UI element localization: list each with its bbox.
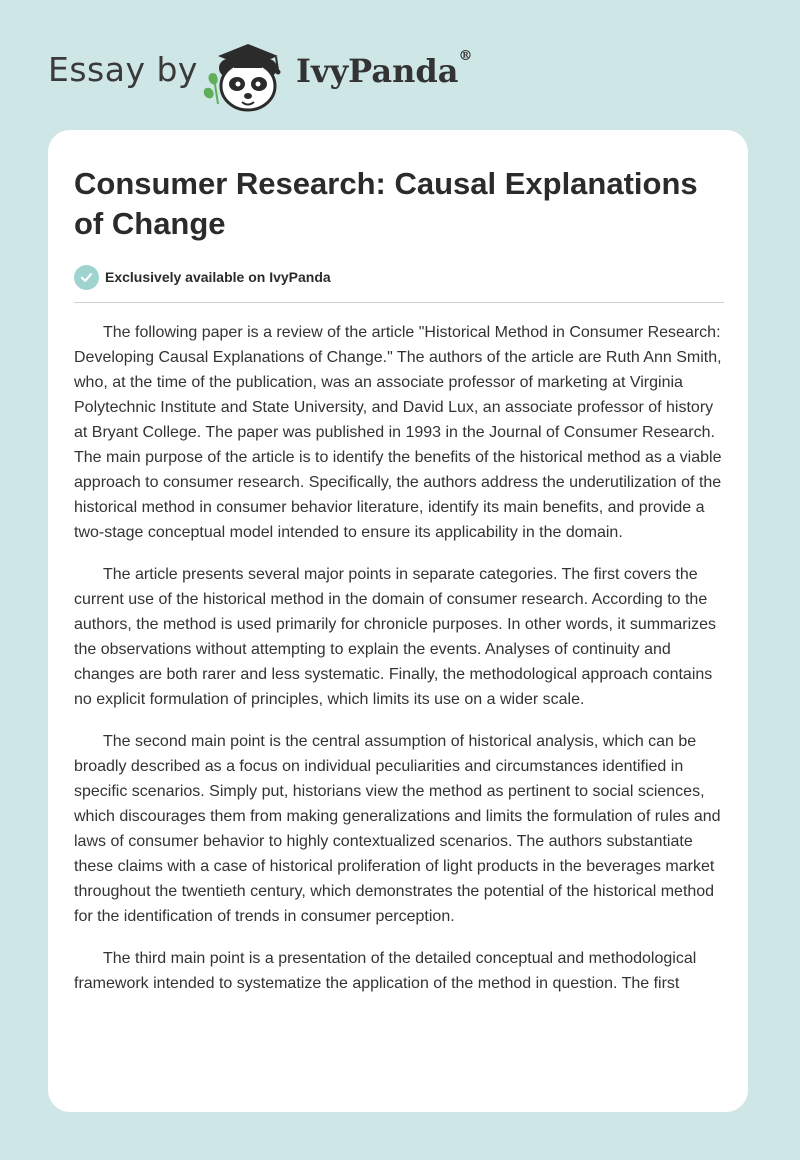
paragraph: The article presents several major points in separate categories. The first covers the current use of the historical method in the domain of consumer research. According to the authors, the method is used primarily for chronicle purposes. In other words, it summarizes the observations without attempting to explain the events. Analyses of continuity and changes are both rarer and less systematic. Finally, the methodological approach contains no explicit formulation of principles, which limits its use on a wider scale.	[74, 566, 717, 708]
divider	[74, 302, 724, 303]
paragraph: The third main point is a presentation of the detailed conceptual and methodological framework intended to systematize the application of the method in question. The first	[74, 950, 697, 992]
exclusive-label: Exclusively available on IvyPanda	[105, 269, 331, 285]
paragraph: The second main point is the central assumption of historical analysis, which can be broadly described as a focus on individual peculiarities and circumstances identified in specific scenarios. Simply put, historians view the method as pertinent to social sciences, which discourages them from making generalizations and limits the formulation of rules and laws of consumer behavior to highly contextualized scenarios. The authors substantiate these claims with a case of historical proliferation of light products in the beverages market throughout the twentieth century, which demonstrates the potential of the historical method for the identification of trends in consumer perception.	[74, 733, 721, 925]
registered-mark: ®	[458, 48, 473, 65]
brand-name-text: IvyPanda	[296, 52, 459, 90]
paragraph: The following paper is a review of the article "Historical Method in Consumer Research: Developing Causal Explanations of Change." The authors of the article are Ruth Ann Smith, who, at the time of the publication, was an associate professor of marketing at Virginia Polytechnic Institute and State University, and David Lux, an associate professor of history at Bryant College. The paper was published in 1993 in the Journal of Consumer Research. The main purpose of the article is to identify the benefits of the historical method as a viable approach to consumer research. Specifically, the authors address the underutilization of the historical method in consumer behavior literature, identify its main benefits, and provide a two-stage conceptual model intended to ensure its applicability in the domain.	[74, 324, 722, 541]
check-circle-icon	[74, 265, 99, 290]
essay-card	[48, 130, 748, 1112]
site-header	[0, 0, 800, 120]
essay-body	[74, 320, 726, 1013]
ivy-leaf-icon	[204, 73, 218, 104]
exclusive-badge	[74, 264, 331, 290]
page-title: Consumer Research: Causal Explanations of Change	[74, 166, 698, 241]
essay-by-label: Essay by	[48, 50, 198, 89]
panda-graduate-icon	[198, 30, 294, 114]
brand-name[interactable]	[296, 48, 473, 90]
